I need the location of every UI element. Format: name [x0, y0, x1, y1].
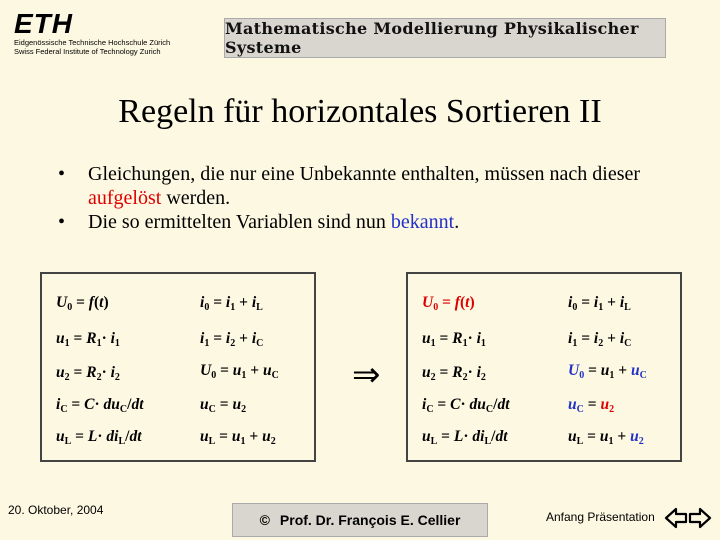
bullet-list [58, 162, 678, 234]
equations-box-before [40, 272, 316, 462]
eq-left-5: $u_L = L\cdot di_L/dt$ [56, 428, 142, 447]
eq-left-1: $U_0 = f(t)$ [56, 294, 109, 313]
eq2-right-4: $u_C = u_2$ [568, 396, 615, 415]
bullet-1-text: Gleichungen, die nur eine Unbekannte enthalten, müssen nach dieser [88, 163, 641, 185]
bullet-item-2 [58, 210, 678, 234]
eth-logo [14, 10, 214, 56]
eq-left-4: $i_C = C\cdot du_C/dt$ [56, 396, 144, 415]
eq-right-4: $u_C = u_2$ [200, 396, 247, 415]
eth-logo-mark: ETH [14, 8, 73, 39]
eq2-right-5: $u_L = u_1 + u_2$ [568, 428, 644, 447]
copyright-icon: © [259, 512, 270, 528]
eq-left-2: $u_1 = R_1\cdot i_1$ [56, 330, 120, 349]
eq2-left-3: $u_2 = R_2\cdot i_2$ [422, 364, 486, 383]
eth-logo-line2: Swiss Federal Institute of Technology Zurich [14, 47, 161, 56]
eq2-left-5: $u_L = L\cdot di_L/dt$ [422, 428, 508, 447]
bullet-1-tail: werden. [161, 187, 231, 209]
eq2-right-1: $i_0 = i_1 + i_L$ [568, 294, 631, 313]
eq-left-3: $u_2 = R_2\cdot i_2$ [56, 364, 120, 383]
implies-arrow: ⇒ [352, 355, 381, 395]
equations-box-after [406, 272, 682, 462]
left-right-navigation-arrows-icon[interactable] [664, 506, 712, 530]
eq2-left-4: $i_C = C\cdot du_C/dt$ [422, 396, 510, 415]
footer-author: Prof. Dr. François E. Cellier [279, 512, 461, 528]
eq-right-5: $u_L = u_1 + u_2$ [200, 428, 276, 447]
eq-right-1: $i_0 = i_1 + i_L$ [200, 294, 263, 313]
bullet-2-tail: . [454, 211, 460, 233]
eq-right-2: $i_1 = i_2 + i_C$ [200, 330, 264, 349]
eq2-left-1: $U_0 = f(t)$ [422, 294, 475, 313]
eq2-right-3: $U_0 = u_1 + u_C$ [568, 362, 647, 381]
eq2-right-2: $i_1 = i_2 + i_C$ [568, 330, 632, 349]
course-banner: Mathematische Modellierung Physikalischer Systeme [224, 18, 666, 58]
slide-title: Regeln für horizontales Sortieren II [118, 93, 602, 130]
eq-right-3: $U_0 = u_1 + u_C$ [200, 362, 279, 381]
eq2-left-2: $u_1 = R_1\cdot i_1$ [422, 330, 486, 349]
footer-date: 20. Oktober, 2004 [8, 503, 104, 517]
bullet-1-highlight: aufgelöst [88, 187, 162, 209]
bullet-2-text: Die so ermittelten Variablen sind nun [88, 211, 391, 233]
bullet-2-highlight: bekannt [390, 211, 455, 233]
eth-logo-line1: Eidgenössische Technische Hochschule Zürich [14, 38, 171, 47]
bullet-item-1 [58, 162, 678, 210]
footer-author-box [232, 503, 488, 537]
start-presentation-link[interactable]: Anfang Präsentation [546, 510, 655, 524]
